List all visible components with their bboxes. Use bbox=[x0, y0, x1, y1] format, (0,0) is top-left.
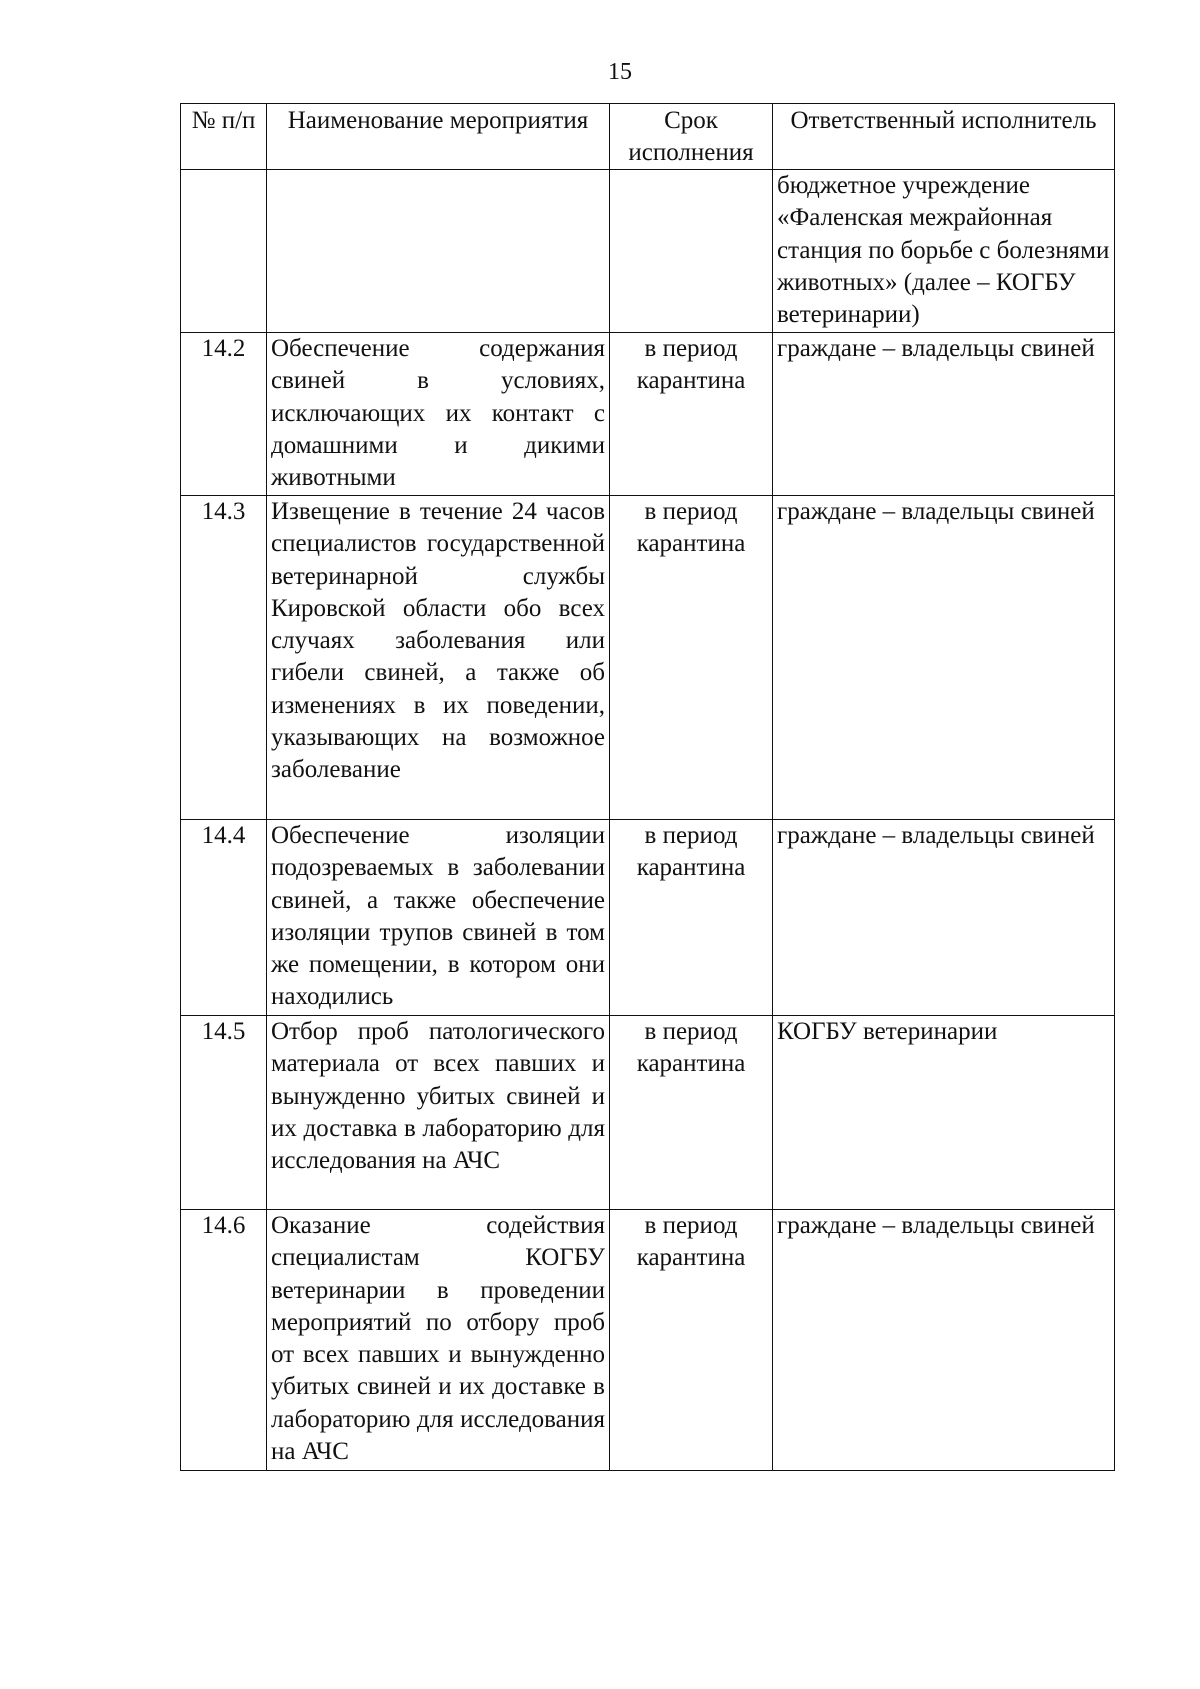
row-responsible: граждане – владельцы свиней bbox=[773, 496, 1115, 820]
table-row bbox=[181, 170, 1115, 333]
measures-table bbox=[180, 103, 1115, 1471]
row-name: Оказание содействия специалистам КОГБУ ветеринарии в проведении мероприятий по отбору проб от всех павших и вынужденно убитых свиней и их доставке в лабораторию для исследования на АЧС bbox=[267, 1210, 610, 1471]
row-name: Обеспечение изоляции подозреваемых в заболевании свиней, а также обеспечение изоляции трупов свиней в том же помещении, в котором они находились bbox=[267, 820, 610, 1016]
header-responsible bbox=[773, 104, 1115, 170]
header-term bbox=[610, 104, 773, 170]
row-num: 14.3 bbox=[181, 496, 267, 820]
row-name bbox=[267, 170, 610, 333]
row-num: 14.5 bbox=[181, 1016, 267, 1210]
row-name: Обеспечение содержания свиней в условиях, исключающих их контакт с домашними и дикими животными bbox=[267, 333, 610, 496]
row-name: Извещение в течение 24 часов специалистов государственной ветеринарной службы Кировской области обо всех случаях заболевания или гибели свиней, а также об изменениях в их поведении, указывающих на возможное заболевание bbox=[267, 496, 610, 820]
row-term: в период карантина bbox=[610, 1210, 773, 1471]
table-row bbox=[181, 496, 1115, 820]
row-num bbox=[181, 170, 267, 333]
row-name: Отбор проб патологического материала от всех павших и вынужденно убитых свиней и их доставка в лабораторию для исследования на АЧС bbox=[267, 1016, 610, 1210]
row-responsible: граждане – владельцы свиней bbox=[773, 333, 1115, 496]
row-responsible: КОГБУ ветеринарии bbox=[773, 1016, 1115, 1210]
table-row bbox=[181, 1016, 1115, 1210]
header-name bbox=[267, 104, 610, 170]
table-row bbox=[181, 333, 1115, 496]
row-term: в период карантина bbox=[610, 496, 773, 820]
row-num: 14.6 bbox=[181, 1210, 267, 1471]
header-name-text: Наименование мероприятия bbox=[287, 107, 589, 134]
row-term bbox=[610, 170, 773, 333]
header-responsible-text: Ответственный исполнитель bbox=[790, 107, 1097, 134]
row-term: в период карантина bbox=[610, 820, 773, 1016]
header-num bbox=[181, 104, 267, 170]
table-header-row bbox=[181, 104, 1115, 170]
table-row bbox=[181, 1210, 1115, 1471]
row-term: в период карантина bbox=[610, 333, 773, 496]
row-term: в период карантина bbox=[610, 1016, 773, 1210]
row-num: 14.2 bbox=[181, 333, 267, 496]
header-term-text: Срок исполнения bbox=[628, 107, 754, 166]
header-num-text: № п/п bbox=[191, 107, 256, 134]
row-responsible: граждане – владельцы свиней bbox=[773, 1210, 1115, 1471]
row-responsible: бюджетное учреждение «Фаленская межрайонная станция по борьбе с болезнями животных» (далее – КОГБУ ветеринарии) bbox=[773, 170, 1115, 333]
row-responsible: граждане – владельцы свиней bbox=[773, 820, 1115, 1016]
table-row bbox=[181, 820, 1115, 1016]
page-number: 15 bbox=[608, 59, 632, 85]
row-num: 14.4 bbox=[181, 820, 267, 1016]
